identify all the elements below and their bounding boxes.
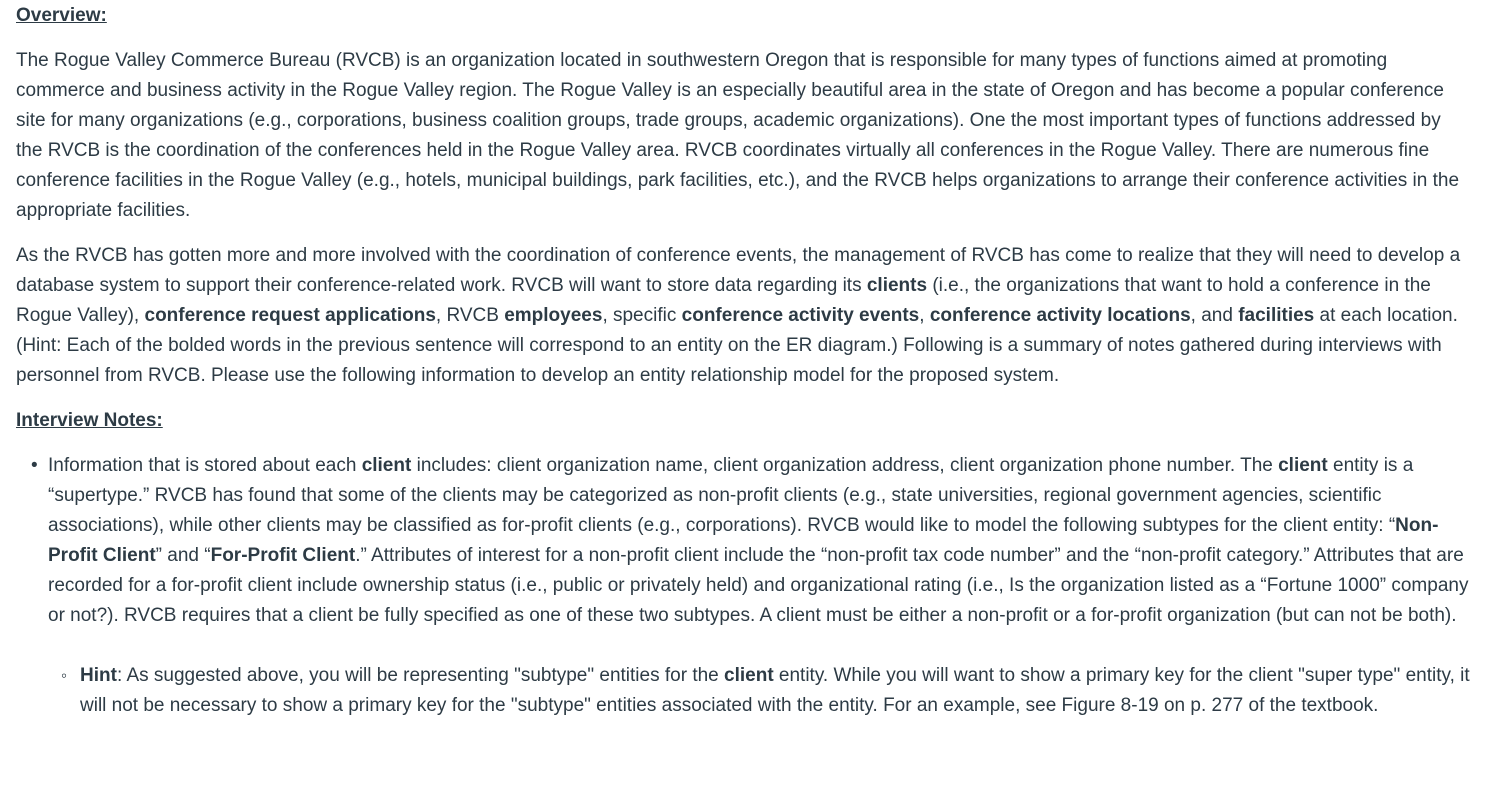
text-segment: , and <box>1190 305 1239 326</box>
entity-conference-request-applications: conference request applications <box>144 305 436 326</box>
text-segment: ” and “ <box>155 545 211 566</box>
text-segment: , <box>919 305 930 326</box>
text-segment: includes: client organization name, client organization address, client organization phone number. The <box>411 455 1279 476</box>
text-segment: .” Attributes of interest for a non-profit client include the “non-profit tax code number” and the “non-profit category.” Attributes that are recorded for a for-profit client include ownership status (i.e., public or privately held) and organizational rating (i.e., Is the organization listed as a “Fortune 1000” company or not?). RVCB requires that a client be fully specified as one of these two subtypes. A client must be either a non-profit or a for-profit organization (but can not be both). <box>48 545 1469 626</box>
text-segment: (i.e., the organizations that want to hold a conference in the Rogue Valley), <box>16 275 1431 326</box>
list-item <box>80 661 1472 721</box>
hint-list <box>48 661 1472 721</box>
text-segment: entity is a “supertype.” RVCB has found that some of the clients may be categorized as non-profit clients (e.g., state universities, regional government agencies, scientific associations), while other clients may be classified as for-profit clients (e.g., corporations). RVCB would like to model the following subtypes for the client entity: “ <box>48 455 1414 536</box>
entity-conference-activity-events: conference activity events <box>681 305 920 326</box>
text-segment: at each location. (Hint: Each of the bolded words in the previous sentence will correspond to an entity on the ER diagram.) Following is a summary of notes gathered during interviews with personnel from RVCB. Please use the following information to develop an entity relationship model for the proposed system. <box>16 305 1458 386</box>
document-page <box>0 1 1512 800</box>
bold-client: client <box>1278 455 1328 476</box>
text-segment: entity. While you will want to show a primary key for the client "super type" entity, it will not be necessary to show a primary key for the "subtype" entities associated with the entity. For an example, see Figure 8-19 on p. 277 of the textbook. <box>80 665 1470 716</box>
text-segment: As the RVCB has gotten more and more involved with the coordination of conference events, the management of RVCB has come to realize that they will need to develop a database system to support their conference-related work. RVCB will want to store data regarding its <box>16 245 1461 296</box>
bold-for-profit-client: For-Profit Client <box>210 545 356 566</box>
bold-client: client <box>361 455 412 476</box>
overview-heading: Overview: <box>16 5 107 26</box>
entity-conference-activity-locations: conference activity locations <box>929 305 1191 326</box>
overview-paragraph-1: The Rogue Valley Commerce Bureau (RVCB) is an organization located in southwestern Oregon that is responsible for many types of functions aimed at promoting commerce and business activity in the Rogue Valley region. The Rogue Valley is an especially beautiful area in the state of Oregon and has become a popular conference site for many organizations (e.g., corporations, business coalition groups, trade groups, academic organizations). One the most important types of functions addressed by the RVCB is the coordination of the conferences held in the Rogue Valley area. RVCB coordinates virtually all conferences in the Rogue Valley. There are numerous fine conference facilities in the Rogue Valley (e.g., hotels, municipal buildings, park facilities, etc.), and the RVCB helps organizations to arrange their conference activities in the appropriate facilities. <box>16 50 1460 221</box>
overview-paragraph-2 <box>16 241 1472 391</box>
interview-notes-heading: Interview Notes: <box>16 410 163 431</box>
entity-clients: clients <box>866 275 928 296</box>
text-segment: : As suggested above, you will be representing "subtype" entities for the <box>116 665 725 686</box>
entity-facilities: facilities <box>1238 305 1315 326</box>
text-segment: , RVCB <box>435 305 505 326</box>
text-segment: Information that is stored about each <box>48 455 362 476</box>
bold-hint: Hint <box>80 665 117 686</box>
list-item <box>48 451 1472 721</box>
entity-employees: employees <box>504 305 603 326</box>
bold-non-profit-client: Non-Profit Client <box>48 515 1439 566</box>
text-segment: , specific <box>602 305 682 326</box>
interview-notes-list <box>16 451 1472 721</box>
bold-client: client <box>724 665 774 686</box>
